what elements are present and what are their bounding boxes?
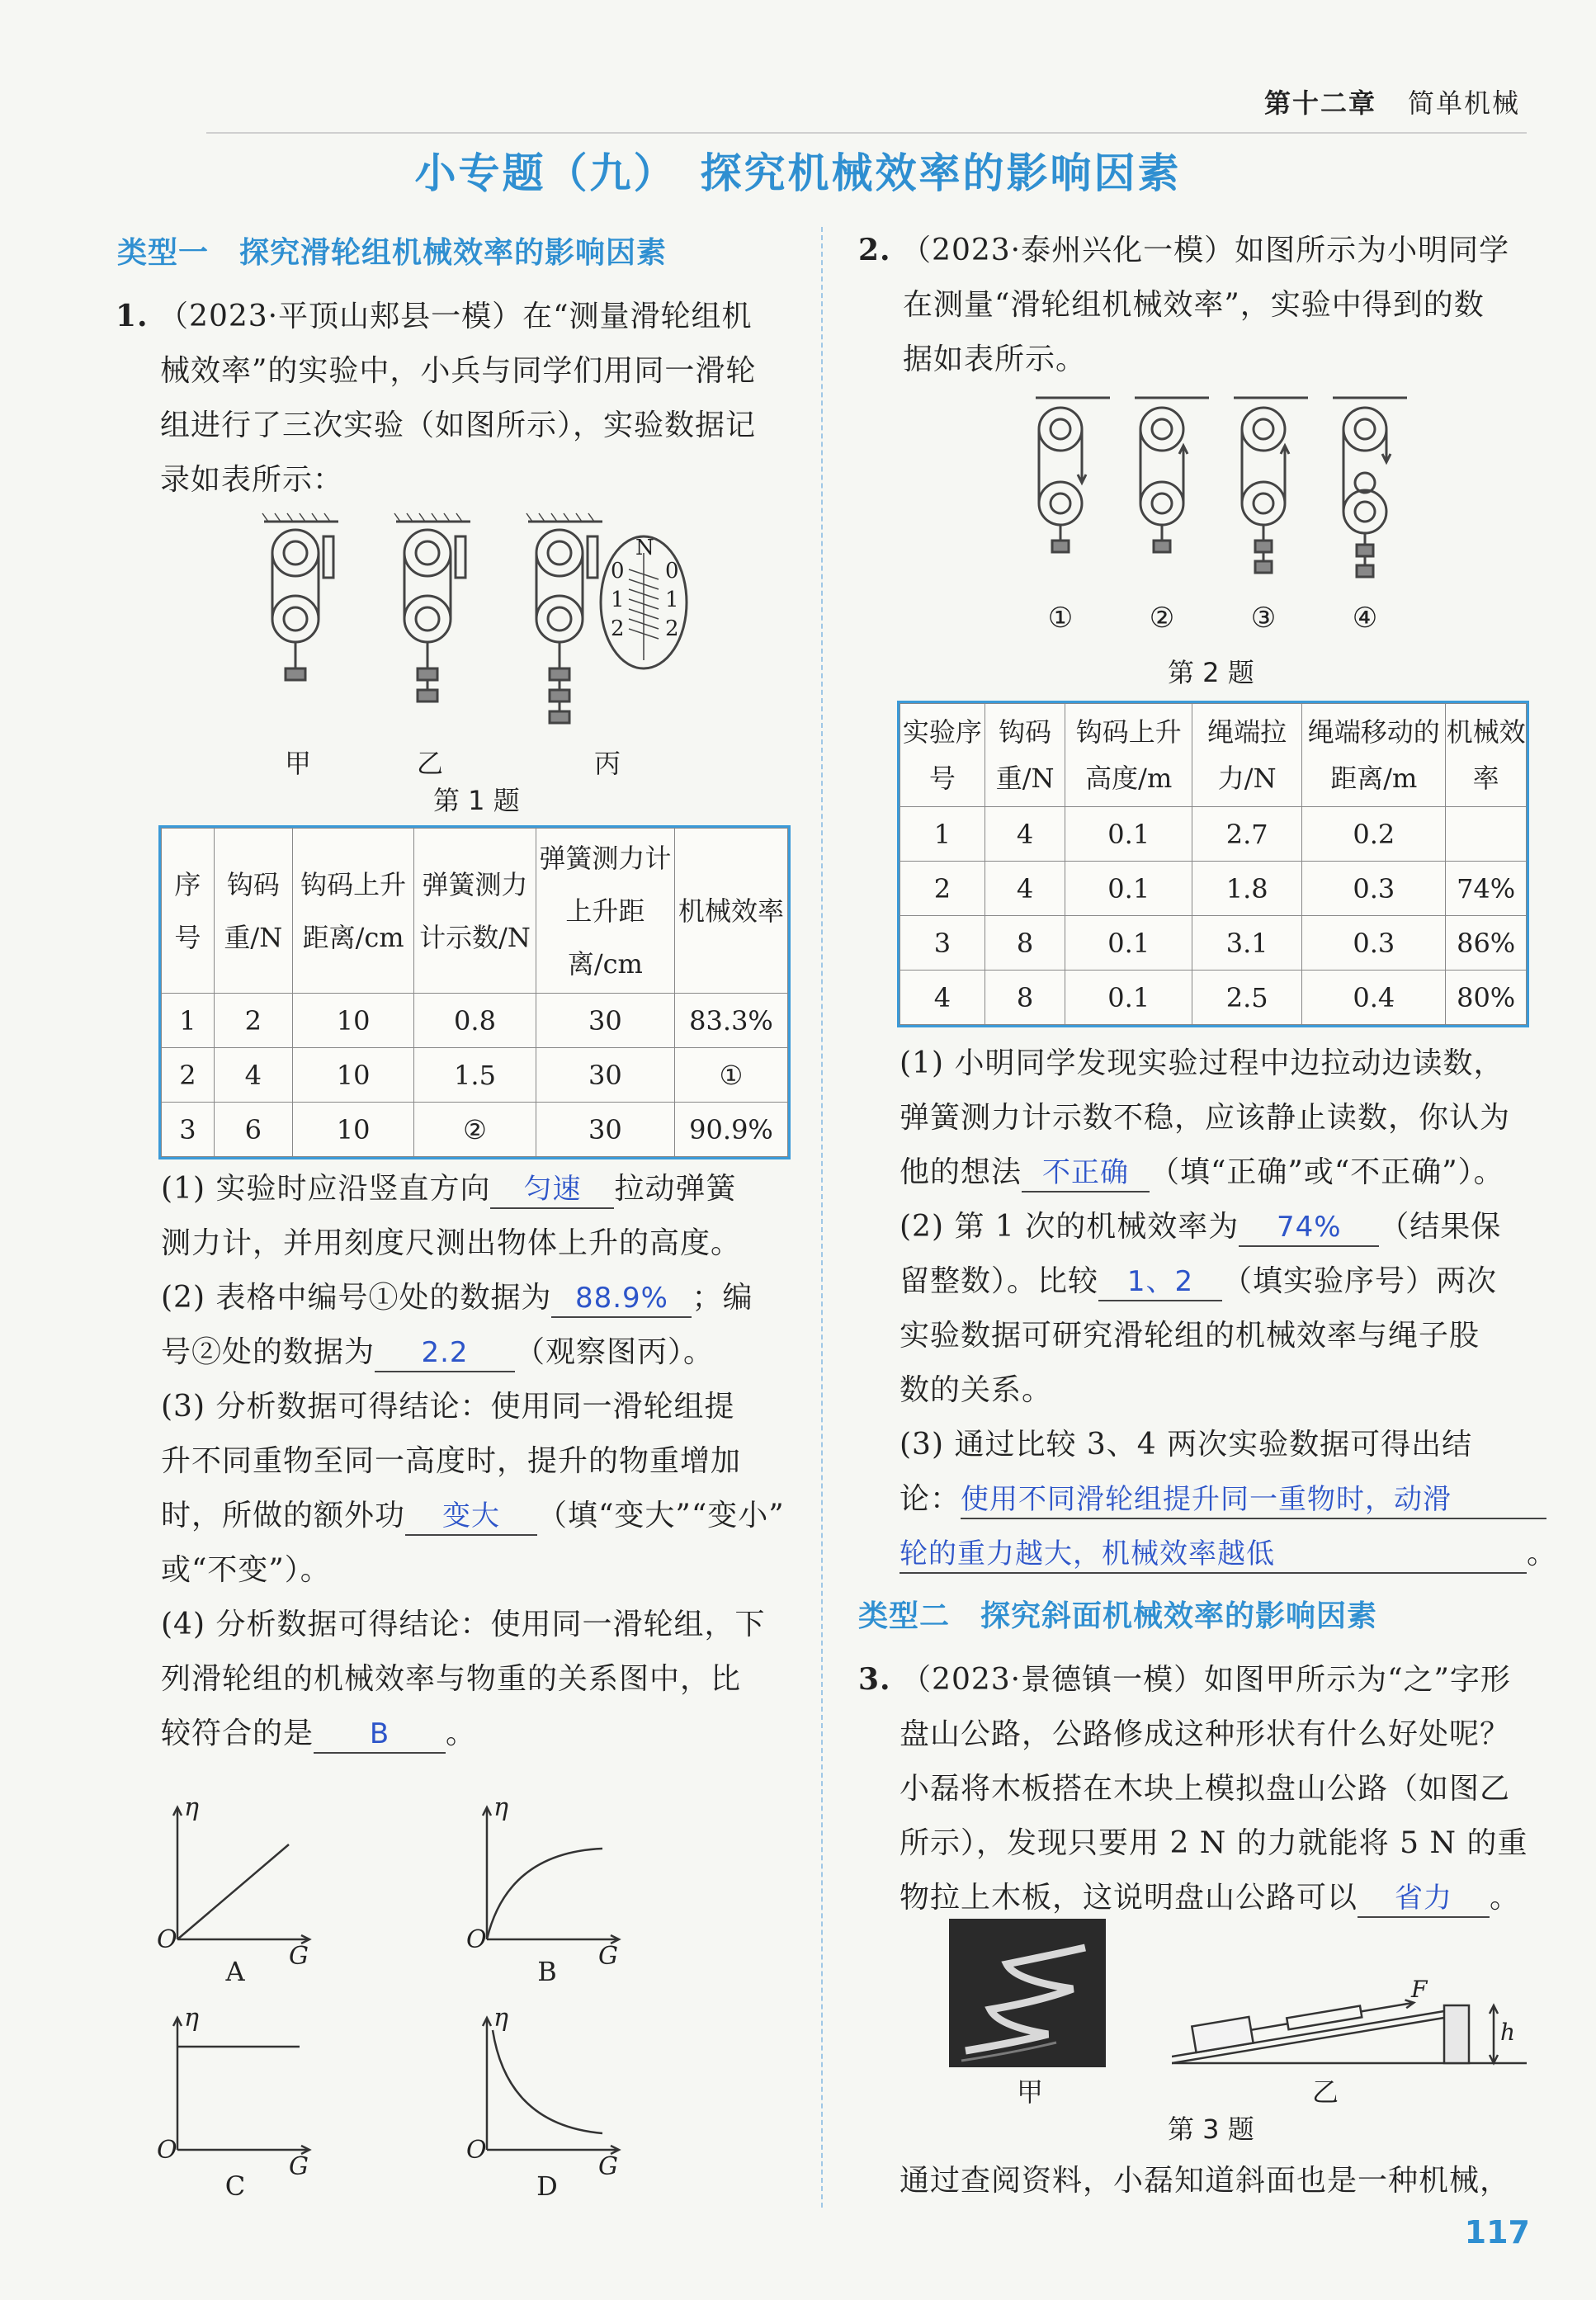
table-header-cell: 弹簧测力计上升距离/cm <box>536 829 674 994</box>
axis-eta: η <box>493 1793 508 1822</box>
q1-p3-text: 时，所做的额外功 <box>161 1499 406 1533</box>
q1-p4-text: 。 <box>446 1717 477 1750</box>
graph-label-c: C <box>224 2170 246 2202</box>
table-header-cell: 机械效率 <box>1446 704 1527 807</box>
axis-g: G <box>289 2152 309 2181</box>
q1-p1-text: (1) 实验时应沿竖直方向 <box>161 1172 491 1206</box>
q1-questions <box>161 1162 813 1761</box>
table-cell: 30 <box>536 1048 674 1103</box>
table-cell: 30 <box>536 1103 674 1157</box>
scale-tick: 2 <box>665 616 679 641</box>
q2-answer-2b: 1、2 <box>1098 1263 1222 1301</box>
table-cell: 2 <box>162 1048 215 1103</box>
table-cell: 3.1 <box>1192 916 1302 971</box>
table-cell: 90.9% <box>675 1103 788 1157</box>
table-header-cell: 机械效率 <box>675 829 788 994</box>
q1-intro-line: （2023·平顶山郏县一模）在“测量滑轮组机 <box>158 300 753 333</box>
q3-text: 物拉上木板，这说明盘山公路可以 <box>900 1881 1358 1915</box>
q1-p3-text: 或“不变”）。 <box>161 1553 331 1587</box>
table-row <box>900 807 1527 862</box>
table-cell: 10 <box>292 994 413 1048</box>
q1-p2-text: 号②处的数据为 <box>161 1335 375 1369</box>
q3-intro-line: 盘山公路，公路修成这种形状有什么好处呢？ <box>900 1717 1511 1751</box>
table-header-row <box>162 829 788 994</box>
q1-p4-text: 较符合的是 <box>161 1717 314 1750</box>
table-header-cell: 钩码重/N <box>985 704 1065 807</box>
q2-p1-text: (1) 小明同学发现实验过程中边拉动边读数， <box>900 1046 1504 1080</box>
fig1-label: 丙 <box>594 748 621 779</box>
q3-intro <box>858 1652 1560 1925</box>
table-cell: 2.7 <box>1192 807 1302 862</box>
q2-answer-3b: 轮的重力越大，机械效率越低 <box>900 1536 1527 1574</box>
chapter-header <box>1264 83 1520 120</box>
q2-p2-text: 数的关系。 <box>900 1373 1053 1407</box>
table-cell: 0.3 <box>1302 862 1446 916</box>
table-row <box>900 971 1527 1025</box>
table-row <box>162 1103 788 1157</box>
scale-tick: 0 <box>611 559 625 583</box>
mountain-road-photo <box>949 1919 1164 2067</box>
q1-intro-line: 组进行了三次实验（如图所示），实验数据记 <box>160 409 757 442</box>
table-cell: 0.1 <box>1065 916 1192 971</box>
q1-answer-3: 变大 <box>405 1498 537 1536</box>
table-cell: 0.1 <box>1065 807 1192 862</box>
table-row <box>900 916 1527 971</box>
q1-answer-1: 匀速 <box>490 1171 614 1209</box>
q1-intro <box>116 289 800 508</box>
table-cell: 2 <box>214 994 292 1048</box>
q2-p1-text: 他的想法 <box>900 1155 1022 1189</box>
q1-p3-text: 升不同重物至同一高度时，提升的物重增加 <box>161 1444 742 1478</box>
table-header-cell: 弹簧测力计示数/N <box>414 829 536 994</box>
q2-p2-text: (2) 第 1 次的机械效率为 <box>900 1210 1239 1244</box>
q2-p1-text: 弹簧测力计示数不稳，应该静止读数，你认为 <box>900 1101 1511 1135</box>
q2-p1-text: （填“正确”或“不正确”）。 <box>1150 1155 1504 1189</box>
q1-intro-line: 录如表所示： <box>160 463 344 497</box>
table-cell: 3 <box>900 916 985 971</box>
fig2-label: ② <box>1149 602 1175 635</box>
table-cell: 80% <box>1446 971 1527 1025</box>
q2-intro <box>858 223 1543 387</box>
q2-p3-text: 。 <box>1527 1537 1558 1570</box>
q2-p2-text: 实验数据可研究滑轮组的机械效率与绳子股 <box>900 1319 1480 1353</box>
type2-heading: 类型二 探究斜面机械效率的影响因素 <box>858 1599 1378 1633</box>
graph-label-b: B <box>537 1956 557 1987</box>
q1-p3-text: (3) 分析数据可得结论：使用同一滑轮组提 <box>161 1390 735 1424</box>
table-cell: 0.3 <box>1302 916 1446 971</box>
axis-eta: η <box>184 1793 199 1822</box>
q2-p2-text: 留整数）。比较 <box>900 1264 1099 1298</box>
axis-eta: η <box>493 2004 508 2033</box>
table-cell: 10 <box>292 1048 413 1103</box>
table-cell: 8 <box>985 916 1065 971</box>
q3-number: 3. <box>858 1662 891 1697</box>
table-cell: 83.3% <box>675 994 788 1048</box>
fig2-label: ① <box>1047 602 1074 635</box>
q2-p3-text: 论： <box>900 1482 961 1516</box>
table-cell: 4 <box>214 1048 292 1103</box>
q3-answer: 省力 <box>1358 1880 1490 1918</box>
table-cell: 8 <box>985 971 1065 1025</box>
q1-graph-options <box>153 1791 681 2220</box>
q3-intro-line: （2023·景德镇一模）如图甲所示为“之”字形 <box>901 1663 1511 1697</box>
q2-answer-3a: 使用不同滑轮组提升同一重物时，动滑 <box>961 1481 1546 1519</box>
q1-intro-line: 械效率”的实验中，小兵与同学们用同一滑轮 <box>160 354 757 388</box>
page-number: 117 <box>1464 2214 1530 2250</box>
q1-p4-text: (4) 分析数据可得结论：使用同一滑轮组，下 <box>161 1608 766 1641</box>
q2-pulley-figure <box>1023 388 1452 635</box>
table-cell: 0.1 <box>1065 971 1192 1025</box>
fig1-label: 甲 <box>285 748 312 779</box>
q3-continuation: 通过查阅资料，小磊知道斜面也是一种机械， <box>900 2164 1511 2198</box>
q1-number: 1. <box>116 299 149 333</box>
q1-p2-text: （观察图丙）。 <box>515 1335 715 1369</box>
scale-tick: 1 <box>611 588 625 612</box>
table-cell: ① <box>675 1048 788 1103</box>
q1-answer-2a: 88.9% <box>551 1280 692 1318</box>
table-cell: 4 <box>985 807 1065 862</box>
table-cell: 6 <box>214 1103 292 1157</box>
fig1-caption: 第 1 题 <box>433 785 520 816</box>
axis-g: G <box>598 2152 618 2181</box>
q1-answer-2b: 2.2 <box>375 1334 515 1372</box>
graph-label-a: A <box>225 1956 245 1987</box>
q2-p2-text: （结果保 <box>1379 1210 1502 1244</box>
table-cell: 86% <box>1446 916 1527 971</box>
q2-intro-line: 据如表所示。 <box>903 342 1087 376</box>
axis-eta: η <box>184 2004 199 2033</box>
table-cell: 0.2 <box>1302 807 1446 862</box>
axis-g: G <box>289 1942 309 1971</box>
table-cell: 1 <box>900 807 985 862</box>
q3-text: 。 <box>1490 1881 1521 1915</box>
table-cell: 1.8 <box>1192 862 1302 916</box>
q1-p3-text: （填“变大”“变小” <box>537 1499 785 1533</box>
table-cell: 1 <box>162 994 215 1048</box>
scale-tick: 1 <box>665 588 679 612</box>
q2-intro-line: 在测量“滑轮组机械效率”，实验中得到的数 <box>903 288 1485 322</box>
header-rule <box>206 132 1527 134</box>
q2-intro-line: （2023·泰州兴化一模）如图所示为小明同学 <box>901 234 1510 267</box>
fig2-label: ③ <box>1250 602 1277 635</box>
table-header-row <box>900 704 1527 807</box>
table-header-cell: 绳端拉力/N <box>1192 704 1302 807</box>
axis-origin: O <box>466 1925 487 1954</box>
q2-p3-text: (3) 通过比较 3、4 两次实验数据可得出结 <box>900 1428 1473 1462</box>
table-cell: 0.8 <box>414 994 536 1048</box>
table-cell: 30 <box>536 994 674 1048</box>
fig2-caption: 第 2 题 <box>1168 657 1254 688</box>
fig3-caption: 第 3 题 <box>1168 2113 1254 2145</box>
q2-questions <box>900 1037 1560 1581</box>
axis-origin: O <box>157 2136 177 2165</box>
scale-tick: 2 <box>611 616 625 641</box>
table-cell: 4 <box>985 862 1065 916</box>
table-cell: 2.5 <box>1192 971 1302 1025</box>
type1-heading: 类型一 探究滑轮组机械效率的影响因素 <box>117 236 668 270</box>
table-header-cell: 钩码上升距离/cm <box>292 829 413 994</box>
table-header-cell: 钩码上升高度/m <box>1065 704 1192 807</box>
table-header-cell: 绳端移动的距离/m <box>1302 704 1446 807</box>
q1-pulley-figure <box>231 503 693 751</box>
table-cell: 4 <box>900 971 985 1025</box>
fig3-label: 甲 <box>1017 2076 1044 2108</box>
fig2-label: ④ <box>1352 602 1378 635</box>
force-label: F <box>1411 1976 1428 2003</box>
table-cell: 74% <box>1446 862 1527 916</box>
fig1-label: 乙 <box>417 748 444 779</box>
table-cell: 1.5 <box>414 1048 536 1103</box>
q1-p4-text: 列滑轮组的机械效率与物重的关系图中，比 <box>161 1662 742 1696</box>
scale-label-n: N <box>635 536 654 560</box>
fig3-label: 乙 <box>1312 2076 1339 2108</box>
q1-p1-text: 测力计，并用刻度尺测出物体上升的高度。 <box>161 1226 742 1260</box>
table-row <box>162 994 788 1048</box>
table-header-cell: 钩码重/N <box>214 829 292 994</box>
q2-p2-text: （填实验序号）两次 <box>1222 1264 1498 1298</box>
axis-origin: O <box>157 1925 177 1954</box>
q1-p2-text: ；编 <box>692 1281 753 1315</box>
table-cell: 0.1 <box>1065 862 1192 916</box>
q3-intro-line: 所示），发现只要用 2 N 的力就能将 5 N 的重 <box>900 1826 1528 1860</box>
q1-p2-text: (2) 表格中编号①处的数据为 <box>161 1281 552 1315</box>
q1-p1-text: 拉动弹簧 <box>614 1172 737 1206</box>
scale-tick: 0 <box>665 559 679 583</box>
q2-number: 2. <box>858 233 891 267</box>
chapter-title: 简单机械 <box>1407 87 1520 119</box>
q1-answer-4: B <box>314 1716 446 1754</box>
table-header-cell: 序号 <box>162 829 215 994</box>
table-cell: 2 <box>900 862 985 916</box>
axis-g: G <box>598 1942 618 1971</box>
q1-data-table <box>161 828 788 1157</box>
q2-data-table <box>900 703 1527 1025</box>
inclined-plane-diagram <box>1172 1972 1527 2071</box>
graph-label-d: D <box>536 2170 558 2202</box>
axis-origin: O <box>466 2136 487 2165</box>
column-divider <box>821 227 823 2208</box>
table-header-cell: 实验序号 <box>900 704 985 807</box>
table-row <box>162 1048 788 1103</box>
q2-answer-1: 不正确 <box>1022 1155 1150 1193</box>
table-cell: 10 <box>292 1103 413 1157</box>
table-cell: 3 <box>162 1103 215 1157</box>
chapter-number: 第十二章 <box>1263 87 1376 119</box>
q2-answer-2a: 74% <box>1239 1209 1379 1247</box>
table-cell <box>1446 807 1527 862</box>
table-cell: 0.4 <box>1302 971 1446 1025</box>
height-label: h <box>1500 2019 1516 2046</box>
q3-intro-line: 小磊将木板搭在木块上模拟盘山公路（如图乙 <box>900 1772 1511 1806</box>
page-title: 小专题（九） 探究机械效率的影响因素 <box>414 149 1182 197</box>
table-row <box>900 862 1527 916</box>
table-cell: ② <box>414 1103 536 1157</box>
